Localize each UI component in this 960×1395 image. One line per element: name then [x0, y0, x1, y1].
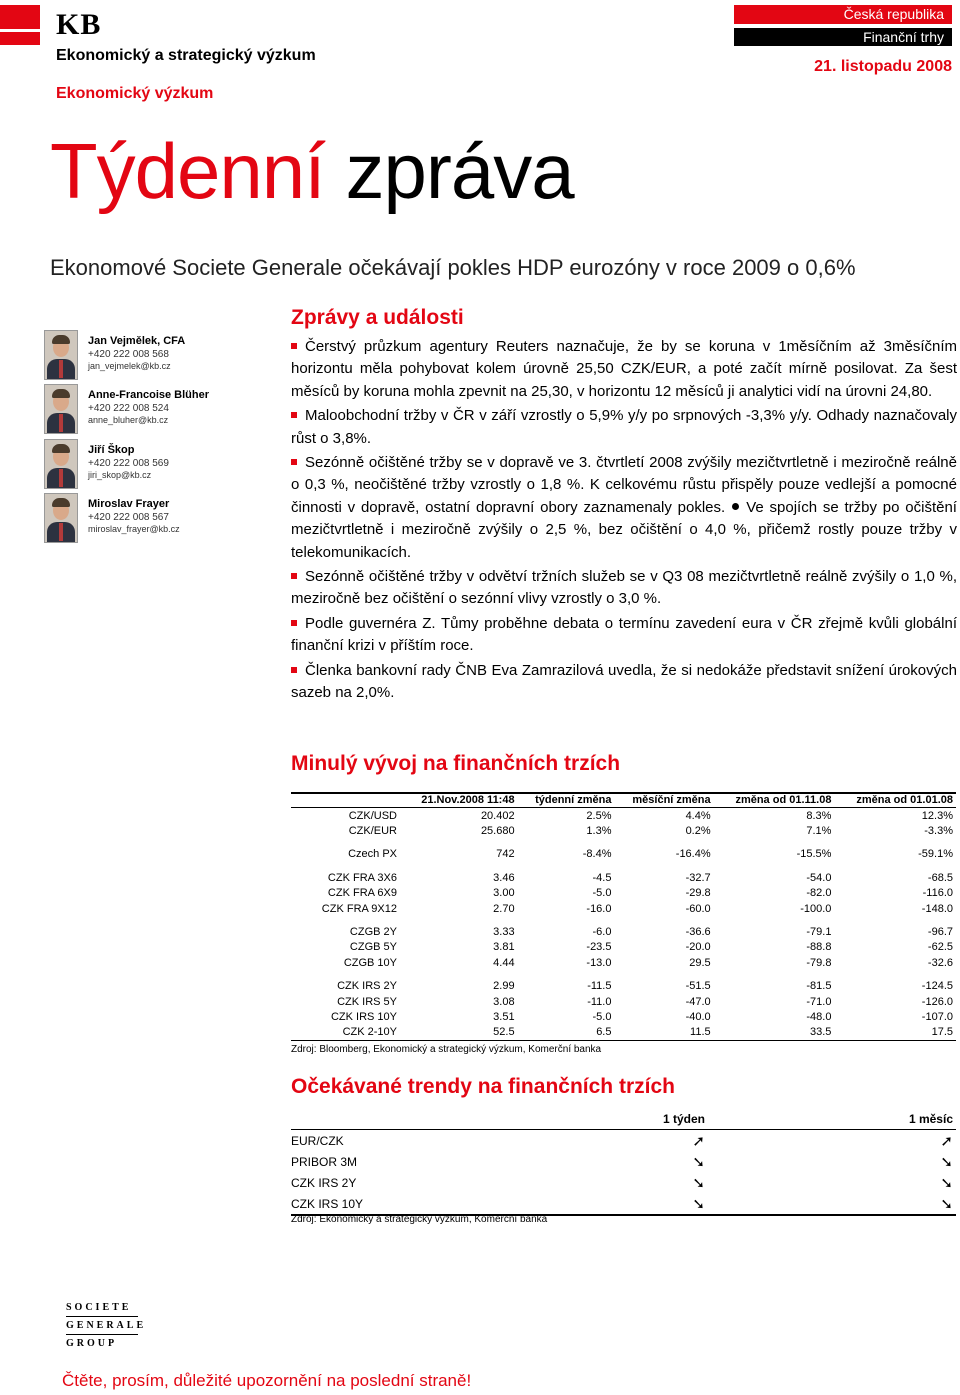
trend-arrow-icon: ➚	[940, 1132, 953, 1150]
section-label: Finanční trhy	[734, 28, 952, 46]
table-cell: -71.0	[806, 995, 832, 1008]
trend-arrow-icon: ➘	[692, 1153, 705, 1171]
table-row	[291, 924, 956, 939]
table-cell: -23.5	[586, 941, 612, 954]
column-header: 1 týden	[405, 1112, 708, 1130]
bullet-icon	[291, 459, 297, 465]
table-cell: 52.5	[493, 1026, 515, 1039]
table-cell: 11.5	[690, 1026, 711, 1039]
news-heading: Zprávy a události	[291, 306, 464, 329]
trend-arrow-icon: ➘	[405, 1193, 708, 1215]
trends-table	[291, 1112, 956, 1216]
column-header: změna od 01.11.08	[714, 793, 835, 808]
news-text: Sezónně očištěné tržby v odvětví tržních služeb se v Q3 08 mezičtvrtletně reálně zvýšily o 1,0 %, meziročně bez očištění o sezónní vlivy vzrostly o 3,0 %.	[291, 568, 957, 608]
table-cell: 7.1%	[806, 825, 832, 838]
analyst-card	[44, 439, 274, 489]
table-cell: 3.81	[493, 941, 515, 954]
table-cell: -4.5	[592, 871, 612, 884]
news-text: Maloobchodní tržby v ČR v září vzrostly o 5,9% y/y po srpnových -3,3% y/y. Odhady naznačovaly růst o 3,8%.	[291, 407, 957, 447]
table-cell: 2.70	[493, 902, 515, 915]
table-cell: 33.5	[810, 1026, 832, 1039]
row-label: CZGB 2Y	[349, 926, 397, 939]
disclaimer-note: Čtěte, prosím, důležité upozornění na poslední straně!	[62, 1371, 472, 1390]
analyst-photo	[44, 439, 78, 489]
table-row	[291, 886, 956, 901]
subdepartment-name: Ekonomický výzkum	[56, 85, 214, 102]
bullet-icon	[291, 620, 297, 626]
column-header: měsíční změna	[614, 793, 713, 808]
title-black-part: zpráva	[345, 127, 574, 215]
table-cell: -62.5	[927, 941, 953, 954]
news-item	[291, 566, 957, 611]
trend-arrow-icon: ➘	[708, 1193, 956, 1215]
news-list	[291, 336, 957, 707]
markets-source: Zdroj: Bloomberg, Ekonomický a strategický výzkum, Komerční banka	[291, 1041, 956, 1058]
table-cell: 742	[496, 848, 515, 861]
sg-logo-line: GROUP	[66, 1338, 118, 1349]
analyst-card	[44, 493, 274, 543]
table-cell: -32.7	[685, 871, 711, 884]
trends-heading: Očekávané trendy na finančních trzích	[291, 1075, 675, 1098]
table-cell: -60.0	[685, 902, 711, 915]
table-cell: -5.0	[592, 887, 612, 900]
analyst-photo	[44, 384, 78, 434]
sg-logo-line: GENERALE	[66, 1320, 147, 1331]
table-cell: -40.0	[685, 1010, 711, 1023]
analyst-email[interactable]: anne_bluher@kb.cz	[88, 415, 169, 425]
table-cell: 3.46	[493, 871, 515, 884]
table-cell: 2.99	[493, 980, 515, 993]
sg-logo-line: SOCIETE	[66, 1302, 132, 1313]
row-label: CZK FRA 6X9	[327, 887, 397, 900]
table-row	[291, 1130, 956, 1152]
table-cell: -36.6	[685, 926, 711, 939]
table-cell: 3.00	[493, 887, 515, 900]
analyst-card	[44, 384, 274, 434]
news-text: Členka bankovní rady ČNB Eva Zamrazilová uvedla, že si nedokáže představit snížení úrokových sazeb na 2,0%.	[291, 661, 957, 702]
analyst-name: Jiří Škop	[88, 444, 135, 456]
table-cell: -126.0	[921, 995, 953, 1008]
column-header: týdenní změna	[518, 793, 615, 808]
title-red-part: Týdenní	[50, 127, 325, 215]
table-cell: -124.5	[921, 980, 953, 993]
row-label: CZK IRS 2Y	[291, 1175, 357, 1190]
analyst-email[interactable]: miroslav_frayer@kb.cz	[88, 524, 180, 534]
table-cell: 3.51	[493, 1010, 515, 1023]
table-cell: -6.0	[592, 926, 612, 939]
kb-logo-mark	[0, 5, 40, 45]
table-row	[291, 1172, 956, 1193]
bullet-icon	[291, 667, 297, 673]
trend-arrow-icon: ➚	[692, 1132, 705, 1150]
table-cell: 2.5%	[586, 809, 612, 822]
table-cell: 4.4%	[685, 809, 711, 822]
bullet-icon	[291, 343, 297, 349]
table-cell: -59.1%	[918, 848, 953, 861]
table-cell: -100.0	[800, 902, 832, 915]
table-cell: -32.6	[927, 956, 953, 969]
table-row	[291, 847, 956, 862]
analyst-phone: +420 222 008 568	[88, 349, 169, 360]
table-cell: 25.680	[480, 825, 515, 838]
analyst-name: Anne-Francoise Blüher	[88, 389, 210, 401]
table-row	[291, 870, 956, 885]
table-cell: -88.8	[806, 941, 832, 954]
analyst-photo	[44, 330, 78, 380]
table-row	[291, 1025, 956, 1041]
analyst-name: Miroslav Frayer	[88, 498, 170, 510]
row-label: CZK/USD	[348, 809, 397, 822]
bullet-dot-icon	[732, 503, 739, 510]
kb-logo-text: KB	[56, 8, 102, 41]
trends-source: Zdroj: Ekonomický a strategický výzkum, Komerční banka	[291, 1214, 548, 1225]
table-cell: -148.0	[921, 902, 953, 915]
table-cell: 17.5	[931, 1026, 953, 1039]
row-label: CZK FRA 9X12	[321, 902, 397, 915]
analyst-phone: +420 222 008 567	[88, 512, 169, 523]
trend-arrow-icon: ➘	[692, 1174, 705, 1192]
table-cell: -29.8	[685, 887, 711, 900]
report-date: 21. listopadu 2008	[814, 58, 952, 75]
column-header: změna od 01.01.08	[834, 793, 956, 808]
table-cell: 4.44	[493, 956, 515, 969]
analyst-photo	[44, 493, 78, 543]
row-label: PRIBOR 3M	[291, 1154, 358, 1169]
table-cell: -8.4%	[582, 848, 612, 861]
news-item	[291, 452, 957, 564]
news-text: Podle guvernéra Z. Tůmy proběhne debata o termínu zavedení eura v ČR zřejmě kvůli globální finanční krizi v příštím roce.	[291, 614, 957, 655]
row-label: CZK FRA 3X6	[327, 871, 397, 884]
table-row	[291, 955, 956, 970]
table-cell: -11.0	[587, 995, 612, 1008]
row-label: Czech PX	[348, 848, 397, 861]
table-cell: -51.5	[685, 980, 711, 993]
table-cell: -47.0	[685, 995, 711, 1008]
table-cell: -16.4%	[675, 848, 711, 861]
bullet-icon	[291, 412, 297, 418]
societe-generale-logo	[66, 1299, 147, 1352]
page-title	[50, 127, 574, 215]
column-header: 21.Nov.2008 11:48	[400, 793, 518, 808]
analyst-email[interactable]: jan_vejmelek@kb.cz	[88, 361, 171, 371]
table-cell: -82.0	[806, 887, 832, 900]
country-label: Česká republika	[734, 5, 952, 24]
news-item	[291, 613, 957, 658]
row-label: CZK IRS 10Y	[330, 1010, 397, 1023]
news-item	[291, 660, 957, 705]
row-label: CZGB 5Y	[349, 941, 397, 954]
table-row	[291, 1151, 956, 1172]
table-cell: -13.0	[586, 956, 612, 969]
row-label: CZK/EUR	[348, 825, 397, 838]
markets-heading: Minulý vývoj na finančních trzích	[291, 752, 621, 775]
table-cell: 29.5	[689, 956, 711, 969]
bullet-icon	[291, 573, 297, 579]
table-row	[291, 994, 956, 1009]
row-label: CZK IRS 2Y	[337, 980, 397, 993]
table-row	[291, 1193, 956, 1215]
table-cell: -107.0	[921, 1010, 953, 1023]
table-cell: -48.0	[806, 1010, 832, 1023]
table-cell: 0.2%	[685, 825, 711, 838]
analyst-card	[44, 330, 274, 380]
markets-table	[291, 792, 956, 1057]
analyst-name: Jan Vejmělek, CFA	[88, 335, 186, 347]
table-cell: -96.7	[927, 926, 953, 939]
table-cell: -81.5	[806, 980, 832, 993]
table-row	[291, 808, 956, 824]
row-label: EUR/CZK	[291, 1133, 344, 1148]
news-item	[291, 336, 957, 403]
news-item	[291, 405, 957, 450]
row-label: CZK IRS 10Y	[291, 1193, 405, 1215]
row-label: CZK IRS 5Y	[337, 995, 397, 1008]
table-cell: -15.5%	[796, 848, 832, 861]
trend-arrow-icon: ➘	[940, 1153, 953, 1171]
table-cell: -79.1	[806, 926, 832, 939]
table-cell: 20.402	[480, 809, 515, 822]
page-subtitle: Ekonomové Societe Generale očekávají pokles HDP eurozóny v roce 2009 o 0,6%	[50, 255, 856, 280]
table-cell: -20.0	[685, 941, 711, 954]
column-header: 1 měsíc	[708, 1112, 956, 1130]
table-row	[291, 940, 956, 955]
table-cell: -16.0	[586, 902, 612, 915]
table-cell: -5.0	[592, 1010, 612, 1023]
table-cell: 6.5	[596, 1026, 612, 1039]
table-cell: -116.0	[922, 887, 953, 900]
row-label: CZK 2-10Y	[342, 1026, 397, 1039]
table-cell: 12.3%	[921, 809, 953, 822]
news-text: Čerstvý průzkum agentury Reuters naznačuje, že by se koruna v 1měsíčním až 3měsíčním horizontu měla pohybovat kolem úrovně 25,50 CZK/EUR, a poté začít mírně posilovat. Za šest měsíců by koruna mohla zpevnit na 25,30, v horizontu 12 měsíců ji analytici vidí na úrovni 24,80.	[291, 338, 957, 400]
table-row	[291, 901, 956, 916]
table-cell: 3.08	[493, 995, 515, 1008]
analyst-phone: +420 222 008 569	[88, 458, 169, 469]
department-name: Ekonomický a strategický výzkum	[56, 47, 316, 64]
table-row	[291, 979, 956, 994]
row-label: CZGB 10Y	[343, 956, 397, 969]
table-cell: -79.8	[806, 956, 832, 969]
analyst-phone: +420 222 008 524	[88, 403, 169, 414]
table-cell: 3.33	[493, 926, 515, 939]
news-subtext: Ve spojích se tržby po očištění mezičtvrtletně i meziročně zvýšily o 2,5 %, bez očištění o 4,0 %, přičemž rostly pouze tržby v telekomunikacích.	[291, 498, 957, 561]
table-cell: -3.3%	[924, 825, 953, 838]
news-text: Sezónně očištěné tržby se v dopravě ve 3. čtvrtletí 2008 zvýšily mezičtvrtletně i meziročně reálně o 0,3 %, neočištěné tržby vzrostly o 1,8 %. K celkovému růstu přispěly pouze vedlejší a pomocné činnosti v dopravě, ostatní dopravní obory zaznamenaly pokles.	[291, 454, 957, 516]
table-row	[291, 1009, 956, 1024]
analyst-email[interactable]: jiri_skop@kb.cz	[88, 470, 152, 480]
table-row	[291, 823, 956, 838]
table-cell: -54.0	[806, 871, 832, 884]
table-cell: 8.3%	[806, 809, 832, 822]
table-cell: 1.3%	[586, 825, 612, 838]
table-cell: -68.5	[927, 871, 953, 884]
table-cell: -11.5	[587, 980, 612, 993]
trend-arrow-icon: ➘	[940, 1174, 953, 1192]
